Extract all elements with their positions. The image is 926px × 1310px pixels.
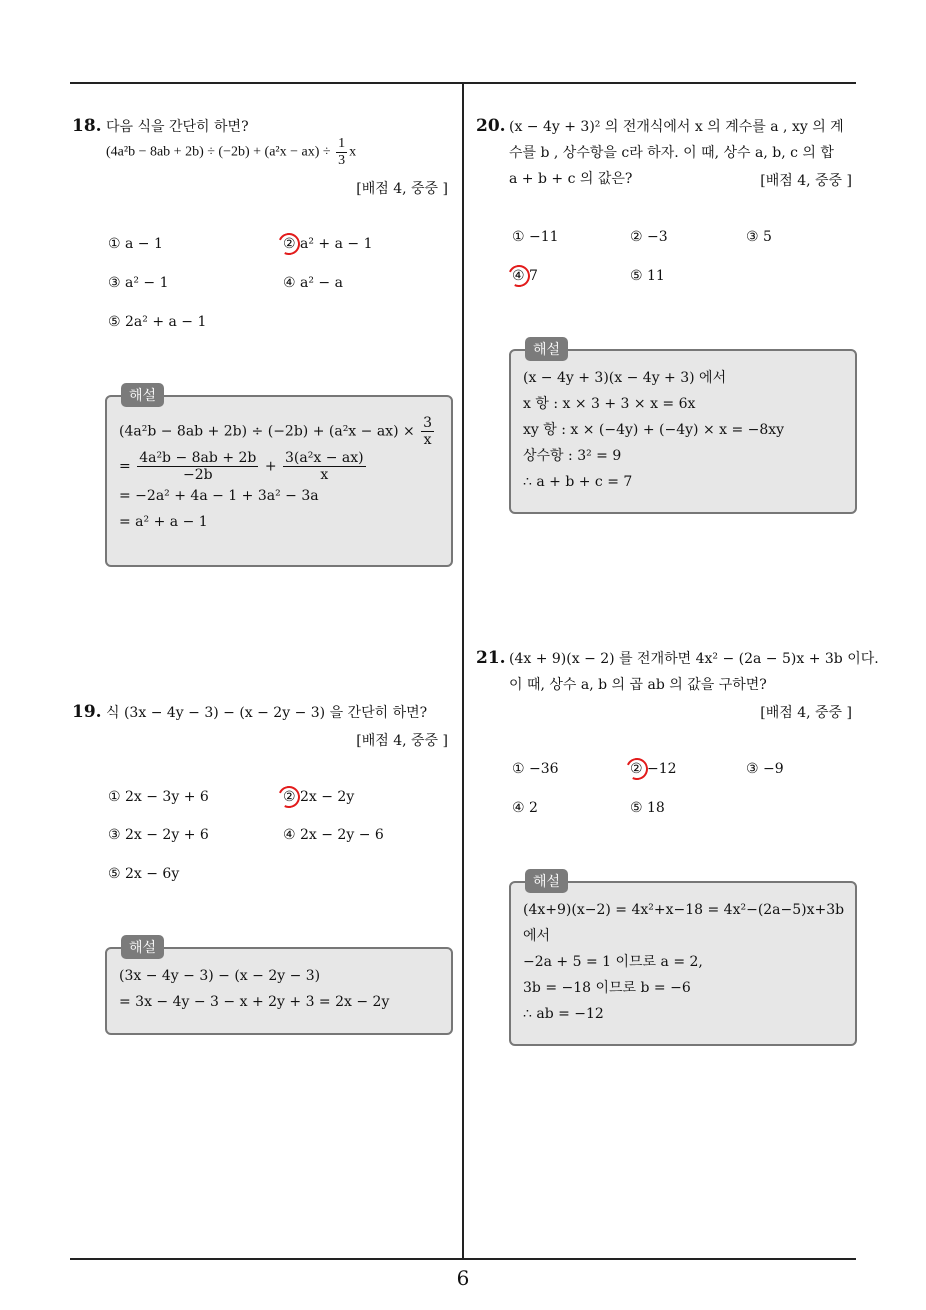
- score-label: [배점 4, 중중 ]: [356, 181, 448, 197]
- solution-line: −2a + 5 = 1 이므로 a = 2,: [523, 954, 703, 970]
- choice-1[interactable]: ① 2x − 3y + 6: [108, 789, 209, 805]
- choice-2[interactable]: ② −12: [630, 761, 677, 777]
- solution-line: = −2a² + 4a − 1 + 3a² − 3a: [119, 488, 319, 504]
- question-expression: (4a²b − 8ab + 2b) ÷ (−2b) + (a²x − ax) ÷ $\frac{1}{3}$ x: [106, 136, 357, 168]
- solution-line: (x − 4y + 3)(x − 4y + 3) 에서: [523, 370, 727, 386]
- solution-line: 에서: [523, 928, 551, 944]
- solution-tag: 해설: [121, 935, 164, 959]
- solution-line: 상수항 : 3² = 9: [523, 448, 622, 464]
- question-number: 18.: [72, 116, 102, 136]
- solution-tag: 해설: [525, 869, 568, 893]
- question-text: (4x + 9)(x − 2) 를 전개하면 4x² − (2a − 5)x + 3b 이다. 이 때, 상수 a, b 의 곱 ab 의 값을 구하면?: [509, 651, 879, 693]
- answer-circle-mark: [275, 783, 303, 811]
- solution-line: = $\frac{\text{4a²b − 8ab + 2b}}{-2b}$ + $\frac{\text{3(a²x − ax)}}{x}$: [119, 450, 364, 483]
- question-text: (x − 4y + 3)² 의 전개식에서 x 의 계수를 a , xy 의 계 수를 b , 상수항을 c라 하자. 이 때, 상수 a, b, c 의 합 a + b + c 의 값은?: [509, 119, 844, 187]
- solution-line: (3x − 4y − 3) − (x − 2y − 3): [119, 968, 321, 984]
- score-label: [배점 4, 중중 ]: [760, 173, 852, 189]
- score-label: [배점 4, 중중 ]: [356, 733, 448, 749]
- solution-tag: 해설: [525, 337, 568, 361]
- choice-1[interactable]: ① −11: [512, 229, 559, 245]
- answer-circle-mark: [275, 230, 303, 258]
- solution-line: ∴ ab = −12: [523, 1006, 604, 1022]
- solution-box: [105, 940, 453, 1035]
- bottom-rule: [70, 1258, 856, 1260]
- choice-3[interactable]: ③ a² − 1: [108, 275, 169, 291]
- choice-2[interactable]: ② −3: [630, 229, 668, 245]
- choice-2[interactable]: ② 2x − 2y: [283, 789, 355, 805]
- fraction: $\frac{1}{3}$: [338, 136, 346, 168]
- question-number: 19.: [72, 702, 102, 722]
- page-number: 6: [456, 1266, 470, 1290]
- choice-3[interactable]: ③ 2x − 2y + 6: [108, 827, 209, 843]
- question-number: 20.: [476, 116, 506, 136]
- question-text: 식 (3x − 4y − 3) − (x − 2y − 3) 을 간단히 하면?: [106, 705, 428, 721]
- choice-1[interactable]: ① a − 1: [108, 236, 163, 252]
- choice-4[interactable]: ④ 2: [512, 800, 538, 816]
- solution-line: xy 항 : x × (−4y) + (−4y) × x = −8xy: [523, 422, 785, 438]
- choice-4[interactable]: ④ 2x − 2y − 6: [283, 827, 384, 843]
- question-number: 21.: [476, 648, 506, 668]
- solution-line: = 3x − 4y − 3 − x + 2y + 3 = 2x − 2y: [119, 994, 390, 1010]
- choice-4[interactable]: ④ a² − a: [283, 275, 343, 291]
- solution-tag: 해설: [121, 383, 164, 407]
- choice-5[interactable]: ⑤ 2a² + a − 1: [108, 314, 207, 330]
- solution-line: 3b = −18 이므로 b = −6: [523, 980, 691, 996]
- score-label: [배점 4, 중중 ]: [760, 705, 852, 721]
- choice-5[interactable]: ⑤ 18: [630, 800, 665, 816]
- solution-line: ∴ a + b + c = 7: [523, 474, 633, 490]
- center-divider: [462, 82, 464, 1259]
- choice-3[interactable]: ③ 5: [746, 229, 772, 245]
- choice-1[interactable]: ① −36: [512, 761, 559, 777]
- choice-4[interactable]: ④ 7: [512, 268, 538, 284]
- solution-box: [509, 874, 857, 1046]
- question-text: 다음 식을 간단히 하면?: [106, 119, 249, 135]
- solution-box: [509, 342, 857, 514]
- solution-line: = a² + a − 1: [119, 514, 208, 530]
- solution-line: x 항 : x × 3 + 3 × x = 6x: [523, 396, 696, 412]
- solution-line: (4x+9)(x−2) = 4x²+x−18 = 4x²−(2a−5)x+3b: [523, 902, 845, 918]
- choice-2[interactable]: ② a² + a − 1: [283, 236, 373, 252]
- answer-circle-mark: [505, 262, 533, 290]
- answer-circle-mark: [623, 755, 651, 783]
- choice-5[interactable]: ⑤ 11: [630, 268, 665, 284]
- choice-3[interactable]: ③ −9: [746, 761, 784, 777]
- solution-line: (4a²b − 8ab + 2b) ÷ (−2b) + (a²x − ax) × $\frac{3}{x}$: [119, 415, 433, 448]
- solution-box: [105, 388, 453, 567]
- choice-5[interactable]: ⑤ 2x − 6y: [108, 866, 180, 882]
